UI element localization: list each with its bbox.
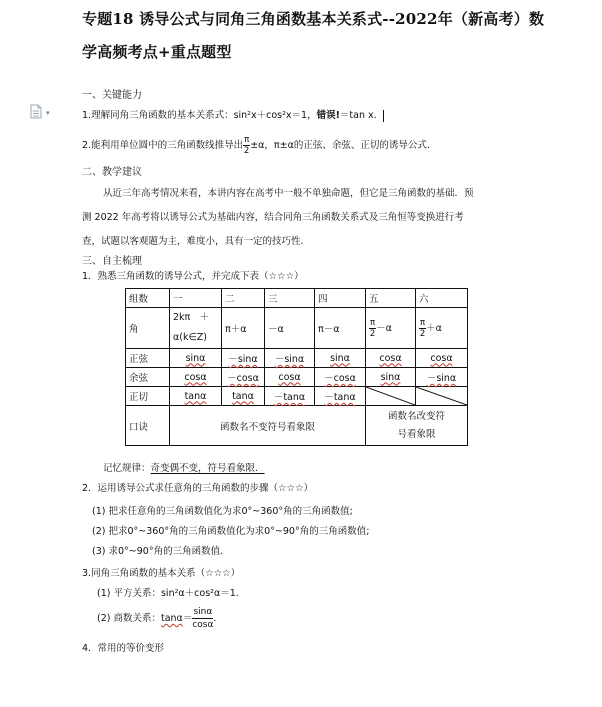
table-row-label: 角 [126, 308, 170, 349]
ability-item-1 [82, 107, 384, 122]
equals-sign: ＝ [182, 613, 193, 624]
table-header-cell: 组数 [126, 289, 170, 308]
cell-value: sinα [380, 371, 401, 383]
table-row-label: 口诀 [126, 406, 170, 446]
mnemonic-right-line1: 函数名改变符 [387, 410, 445, 422]
table-header-cell: 六 [416, 289, 468, 308]
step-item: (2) 把求0°~360°角的三角函数值化为求0°~90°角的三角函数值; [92, 526, 370, 537]
table-cell-diagonal [416, 387, 468, 406]
fraction-numerator: π [370, 317, 376, 328]
table-cell [265, 349, 315, 368]
angle-1-line1: 2kπ ＋ [173, 312, 210, 323]
quotient-relation-label: (2) 商数关系： [97, 613, 161, 624]
table-row-label: 正弦 [126, 349, 170, 368]
table-cell [366, 368, 416, 387]
cell-value: sinα [185, 352, 206, 364]
angle-cell-6 [416, 308, 468, 349]
induction-formula-table [125, 288, 468, 446]
table-cell-diagonal [366, 387, 416, 406]
table-row-angle [126, 308, 468, 349]
angle-cell-2: π＋α [222, 308, 265, 349]
text-cursor [383, 110, 385, 122]
error-text: 错误! [316, 110, 340, 121]
fraction-denominator: 2 [369, 328, 376, 339]
table-row-mnemonic [126, 406, 468, 446]
mnemonic-right [366, 406, 468, 446]
angle-cell-4: π－α [315, 308, 366, 349]
table-row-cosine [126, 368, 468, 387]
table-row-sine [126, 349, 468, 368]
cell-value: －tanα [324, 392, 356, 403]
fraction-sin-over-cos [192, 606, 213, 631]
fraction-numerator: π [244, 135, 250, 145]
section-heading-abilities: 一、关键能力 [82, 90, 142, 101]
table-cell [170, 368, 222, 387]
table-header-cell: 三 [265, 289, 315, 308]
cell-value: cosα [430, 352, 453, 364]
memory-rule-label: 记忆规律： [103, 463, 151, 474]
cell-value: －sinα [426, 373, 457, 384]
mnemonic-left: 函数名不变符号看象限 [170, 406, 366, 446]
angle-1-line2: α(k∈Z) [173, 332, 207, 343]
table-row-label: 余弦 [126, 368, 170, 387]
ability-item-1-text: 1.理解同角三角函数的基本关系式：sin²x＋cos²x＝1， [82, 110, 317, 121]
table-cell [315, 349, 366, 368]
document-icon[interactable] [30, 104, 42, 119]
table-cell [416, 349, 468, 368]
section-heading-review: 三、自主梳理 [82, 256, 142, 267]
cell-value: tanα [232, 390, 254, 402]
fraction-denominator: 2 [419, 328, 426, 339]
cell-value: cosα [278, 371, 301, 383]
cell-value: tanα [184, 390, 207, 402]
chevron-down-icon[interactable]: ▾ [46, 109, 50, 117]
mnemonic-right-line2: 号看象限 [397, 428, 436, 440]
table-cell [170, 387, 222, 406]
cell-value: cosα [379, 352, 402, 364]
cell-value: －cosα [227, 373, 259, 384]
quotient-lhs: tanα [160, 613, 183, 624]
quotient-relation [97, 606, 216, 631]
table-header-cell: 二 [222, 289, 265, 308]
memory-rule [103, 460, 265, 474]
page-title-line2: 学高频考点+重点题型 [82, 43, 232, 61]
review-item-2: 2．运用诱导公式求任意角的三角函数的步骤（☆☆☆） [82, 483, 314, 494]
cell-value: －cosα [324, 373, 356, 384]
fraction-numerator: sinα [193, 607, 213, 617]
table-cell [315, 368, 366, 387]
angle-cell-5 [366, 308, 416, 349]
table-cell [222, 368, 265, 387]
fraction-numerator: π [420, 317, 426, 328]
ability-item-2-text: 2.能利用单位圆中的三角函数线推导出 [82, 140, 244, 151]
section-heading-teaching: 二、教学建议 [82, 167, 142, 178]
fraction-denominator: cosα [192, 620, 214, 630]
step-item: (3) 求0°~90°角的三角函数值. [92, 546, 224, 557]
teaching-para-line3: 查，试题以客观题为主，难度小，具有一定的技巧性. [82, 236, 304, 247]
step-item: (1) 把求任意角的三角函数值化为求0°~360°角的三角函数值; [92, 506, 353, 517]
memory-rule-text: 奇变偶不变，符号看象限． [150, 463, 265, 474]
angle-cell-1 [170, 308, 222, 349]
square-relation: (1) 平方关系：sin²α＋cos²α＝1. [97, 588, 239, 599]
table-row-tangent [126, 387, 468, 406]
page-title-line1: 专题18 诱导公式与同角三角函数基本关系式--2022年（新高考）数 [82, 10, 545, 28]
table-header-row [126, 289, 468, 308]
table-header-cell: 四 [315, 289, 366, 308]
table-cell [416, 368, 468, 387]
angle-5-suffix: －α [376, 322, 392, 334]
cell-value: cosα [184, 371, 207, 383]
cell-value: －tanα [273, 392, 306, 403]
review-item-4: 4．常用的等价变形 [82, 643, 165, 654]
table-header-cell: 五 [366, 289, 416, 308]
teaching-para-line2: 测 2022 年高考将以诱导公式为基础内容，结合同角三角函数关系式及三角恒等变换进行考 [82, 212, 464, 223]
fraction-denominator: 2 [243, 146, 250, 156]
review-item-3: 3.同角三角函数的基本关系（☆☆☆） [82, 568, 241, 579]
cell-value: －sinα [228, 354, 258, 365]
ability-item-1-suffix: ＝tan x. [339, 110, 377, 121]
ability-item-2-suffix: ±α，π±α的正弦、余弦、正切的诱导公式. [250, 140, 430, 151]
cell-value: sinα [330, 352, 350, 364]
table-cell [366, 349, 416, 368]
ability-item-2 [82, 135, 430, 156]
table-cell [222, 387, 265, 406]
period: . [213, 613, 217, 624]
table-cell [315, 387, 366, 406]
table-cell [170, 349, 222, 368]
table-cell [265, 368, 315, 387]
table-cell [222, 349, 265, 368]
cell-value: －sinα [274, 354, 305, 365]
table-header-cell: 一 [170, 289, 222, 308]
angle-6-suffix: ＋α [426, 322, 442, 334]
table-row-label: 正切 [126, 387, 170, 406]
teaching-para-line1: 从近三年高考情况来看，本讲内容在高考中一般不单独命题，但它是三角函数的基础．预 [103, 188, 474, 199]
review-item-1: 1．熟悉三角函数的诱导公式，并完成下表（☆☆☆） [82, 271, 304, 282]
table-cell [265, 387, 315, 406]
angle-cell-3: －α [265, 308, 315, 349]
